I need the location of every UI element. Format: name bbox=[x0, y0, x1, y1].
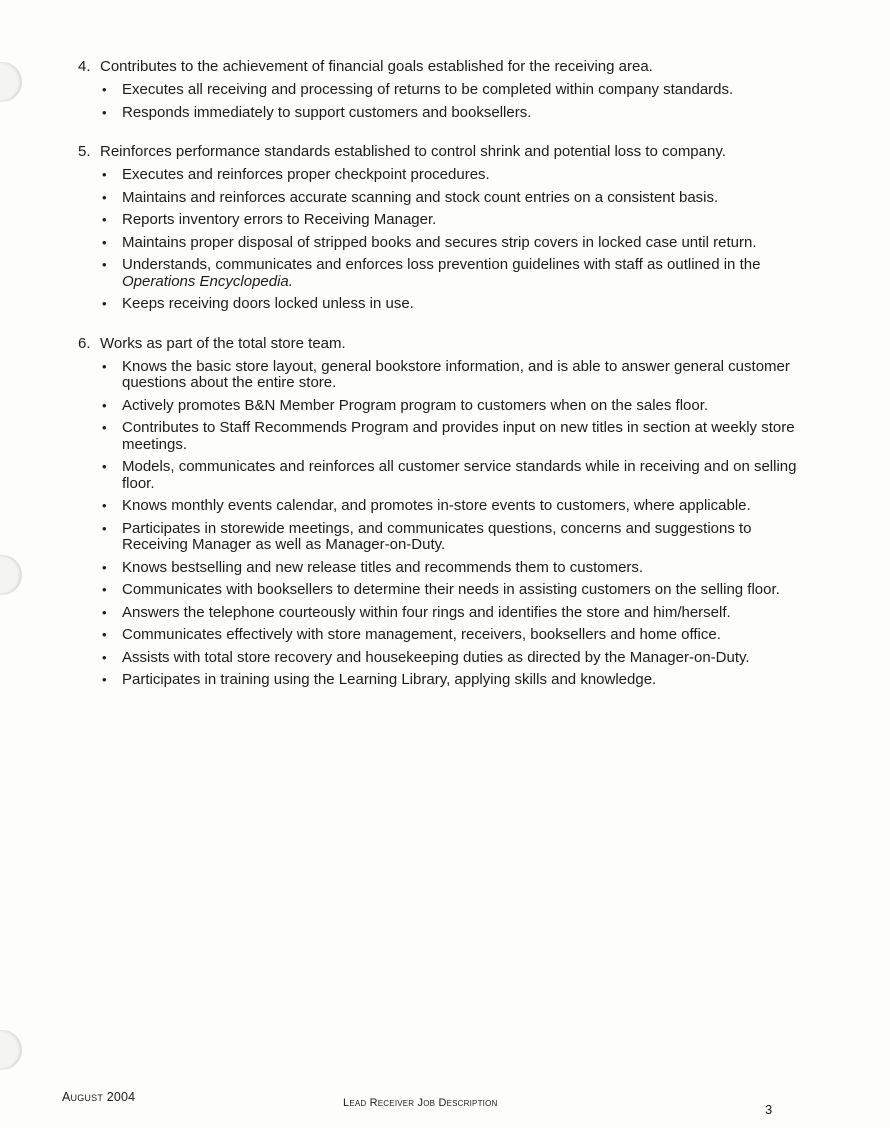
section-6 bbox=[78, 335, 818, 689]
bullet-glyph: • bbox=[102, 582, 107, 597]
binder-hole bbox=[0, 1030, 22, 1070]
list-item bbox=[100, 521, 818, 554]
bullet-text: Models, communicates and reinforces all customer service standards while in receiving and on selling floor. bbox=[122, 458, 797, 492]
list-item bbox=[100, 560, 818, 577]
bullet-text-with-ref bbox=[122, 257, 818, 290]
list-item bbox=[100, 190, 818, 207]
bullet-list bbox=[78, 167, 818, 313]
bullet-text: Executes and reinforces proper checkpoint procedures. bbox=[122, 166, 490, 183]
bullet-list bbox=[78, 82, 818, 121]
bullet-text: Responds immediately to support customers and booksellers. bbox=[122, 103, 532, 121]
section-heading bbox=[78, 143, 818, 161]
bullet-glyph: • bbox=[102, 104, 107, 120]
bullet-glyph: • bbox=[102, 604, 107, 620]
bullet-glyph: • bbox=[102, 82, 107, 97]
bullet-glyph: • bbox=[102, 257, 107, 272]
bullet-glyph: • bbox=[102, 296, 107, 311]
bullet-text: Participates in training using the Learning Library, applying skills and knowledge. bbox=[122, 671, 657, 688]
section-number: 6. bbox=[78, 334, 91, 352]
list-item bbox=[100, 627, 818, 644]
document-body bbox=[78, 58, 818, 711]
bullet-list bbox=[78, 359, 818, 689]
section-4 bbox=[78, 58, 818, 121]
list-item bbox=[100, 257, 818, 290]
bullet-glyph: • bbox=[102, 520, 107, 536]
list-item bbox=[100, 398, 818, 415]
bullet-text: Communicates with booksellers to determine their needs in assisting customers on the selling floor. bbox=[122, 581, 780, 598]
list-item bbox=[100, 605, 818, 622]
bullet-text: Answers the telephone courteously within four rings and identifies the store and him/herself. bbox=[122, 603, 731, 621]
bullet-text: Keeps receiving doors locked unless in use. bbox=[122, 295, 414, 312]
bullet-glyph: • bbox=[102, 649, 107, 665]
list-item bbox=[100, 296, 818, 313]
list-item bbox=[100, 582, 818, 599]
section-5 bbox=[78, 143, 818, 313]
bullet-text: Knows the basic store layout, general bookstore information, and is able to answer general customer questions about the entire store. bbox=[122, 357, 790, 391]
list-item bbox=[100, 420, 818, 453]
bullet-glyph: • bbox=[102, 420, 107, 435]
section-heading-text: Works as part of the total store team. bbox=[100, 334, 346, 352]
list-item bbox=[100, 167, 818, 184]
bullet-glyph: • bbox=[102, 234, 107, 250]
bullet-glyph: • bbox=[102, 672, 107, 687]
bullet-text: Reports inventory errors to Receiving Manager. bbox=[122, 211, 437, 228]
section-heading-text: Contributes to the achievement of financial goals established for the receiving area. bbox=[100, 58, 653, 75]
bullet-text: Actively promotes B&N Member Program program to customers when on the sales floor. bbox=[122, 396, 709, 414]
bullet-text: Knows bestselling and new release titles and recommends them to customers. bbox=[122, 558, 644, 576]
bullet-glyph: • bbox=[102, 397, 107, 413]
page-number: 3 bbox=[765, 1102, 773, 1117]
bullet-text: Communicates effectively with store management, receivers, booksellers and home office. bbox=[122, 626, 721, 643]
list-item bbox=[100, 650, 818, 667]
bullet-glyph: • bbox=[102, 498, 107, 513]
bullet-text: Contributes to Staff Recommends Program and provides input on new titles in section at weekly store meetings. bbox=[122, 419, 795, 453]
footer-title: Lead Receiver Job Description bbox=[343, 1097, 498, 1109]
list-item bbox=[100, 105, 818, 122]
bullet-text: Assists with total store recovery and housekeeping duties as directed by the Manager-on-Duty. bbox=[122, 648, 750, 666]
footer-date: August 2004 bbox=[62, 1090, 136, 1104]
list-item bbox=[100, 459, 818, 492]
binder-hole bbox=[0, 555, 22, 595]
bullet-text: Maintains and reinforces accurate scanning and stock count entries on a consistent basis. bbox=[122, 188, 719, 206]
document-reference: Operations Encyclopedia. bbox=[122, 272, 293, 290]
list-item bbox=[100, 672, 818, 689]
bullet-glyph: • bbox=[102, 459, 107, 474]
list-item bbox=[100, 212, 818, 229]
bullet-glyph: • bbox=[102, 167, 107, 182]
bullet-glyph: • bbox=[102, 627, 107, 642]
bullet-glyph: • bbox=[102, 559, 107, 575]
bullet-text: Participates in storewide meetings, and communicates questions, concerns and suggestions to Receiving Manager as well as Manager-on-Duty. bbox=[122, 519, 752, 553]
list-item bbox=[100, 498, 818, 515]
binder-hole bbox=[0, 62, 22, 102]
bullet-glyph: • bbox=[102, 189, 107, 205]
section-heading-text: Reinforces performance standards established to control shrink and potential loss to company. bbox=[100, 143, 726, 160]
bullet-glyph: • bbox=[102, 212, 107, 227]
bullet-text: Knows monthly events calendar, and promotes in-store events to customers, where applicable. bbox=[122, 497, 751, 514]
bullet-text: Maintains proper disposal of stripped books and secures strip covers in locked case until return. bbox=[122, 233, 757, 251]
section-number: 4. bbox=[78, 58, 91, 75]
bullet-glyph: • bbox=[102, 358, 107, 374]
list-item bbox=[100, 82, 818, 99]
section-number: 5. bbox=[78, 143, 91, 160]
list-item bbox=[100, 235, 818, 252]
bullet-text: Executes all receiving and processing of returns to be completed within company standards. bbox=[122, 81, 734, 98]
list-item bbox=[100, 359, 818, 392]
section-heading bbox=[78, 58, 818, 76]
bullet-text: Understands, communicates and enforces loss prevention guidelines with staff as outlined in the bbox=[122, 256, 761, 273]
section-heading bbox=[78, 335, 818, 353]
